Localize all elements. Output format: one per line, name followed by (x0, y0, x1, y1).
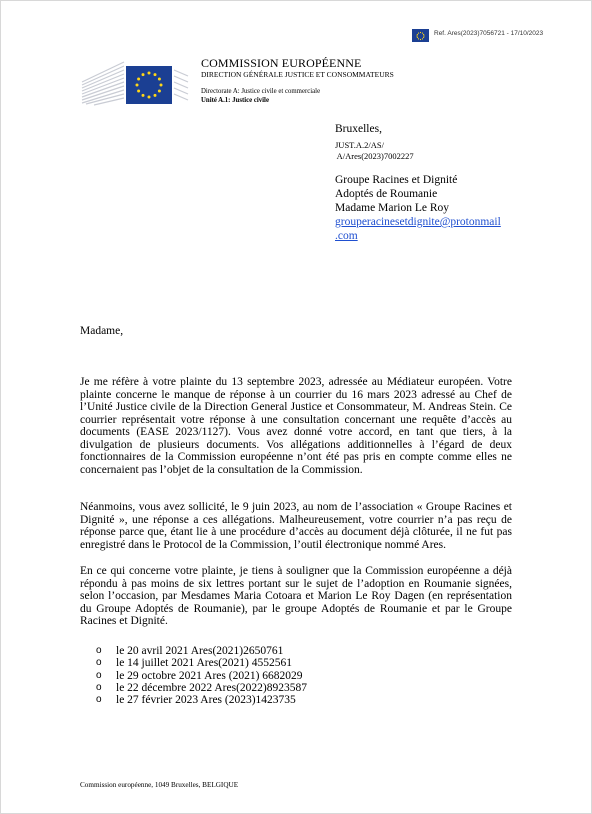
list-item: o le 29 octobre 2021 Ares (2021) 6682029 (96, 669, 303, 682)
directorate-general: DIRECTION GÉNÉRALE JUSTICE ET CONSOMMATEURS (201, 70, 394, 79)
salutation: Madame, (80, 325, 124, 337)
letters-list (96, 645, 307, 706)
list-item: o le 20 avril 2021 Ares(2021)2650761 (96, 645, 284, 657)
unit: Unité A.1: Justice civile (201, 97, 269, 104)
sender-ref-2: A/Ares(2023)7002227 (335, 151, 414, 161)
bullet-icon: o (96, 694, 102, 706)
paragraph-2: Néanmoins, vous avez sollicité, le 9 juin 2023, au nom de l’association « Groupe Racines et Dignité », une réponse a ces allégations. Malheureusement, votre courrier n’a pas reçu de réponse parce que, étant lie à une procédure d’accès au document déjà clôturée, il ne fut pas enregistré dans le Protocol de la Commission, l’outil électronique nommé Ares. (80, 501, 512, 551)
directorate: Directorate A: Justice civile et commerciale (201, 88, 321, 95)
bullet-icon: o (96, 657, 102, 669)
footer-address: Commission européenne, 1049 Bruxelles, BELGIQUE (80, 781, 239, 789)
bullet-icon: o (96, 669, 102, 681)
list-item: o le 22 décembre 2022 Ares(2022)8923587 (96, 681, 307, 694)
bullet-icon: o (96, 645, 102, 656)
recipient-line-2: Adoptés de Roumanie (335, 188, 438, 200)
paragraph-1: Je me réfère à votre plainte du 13 septembre 2023, adressée au Médiateur européen. Votre plainte concerne le manque de réponse à un courrier du 16 mars 2023 adressé au Chef de l’Unité Justice civile de la Direction General Justice et Consommateur, M. Andreas Stein. Ce courrier représentait votre réponse à une consultation concernant une requête d’accès au documents (EASE 2023/1127). Vous avez donné votre accord, en tant que tiers, à la divulgation de plusieurs documents. Vos allégations additionnelles à l’égard de deux fonctionnaires de la Commission européenne n’ont été pas pris en compte comme elles ne concernaient pas l’objet de la consultation de la Commission. (80, 376, 512, 476)
eu-flag-icon-small (412, 29, 429, 41)
recipient-line-1: Groupe Racines et Dignité (335, 174, 458, 186)
recipient-email-link-cont[interactable]: .com (335, 230, 358, 242)
recipient-line-3: Madame Marion Le Roy (335, 202, 450, 214)
recipient-email-link[interactable]: grouperacinesetdignite@protonmail (335, 216, 501, 228)
bullet-icon: o (96, 681, 102, 693)
list-item: o le 27 février 2023 Ares (2023)1423735 (96, 694, 296, 707)
place-line: Bruxelles, (335, 123, 382, 135)
list-item: o le 14 juillet 2021 Ares(2021) 4552561 (96, 657, 292, 670)
sender-ref-1: JUST.A.2/AS/ (335, 140, 384, 150)
reference-stamp: Ref. Ares(2023)7056721 - 17/10/2023 (434, 30, 544, 37)
paragraph-3: En ce qui concerne votre plainte, je tiens à souligner que la Commission européenne a déjà répondu à pas moins de six lettres portant sur le sujet de l’adoption en Roumanie signées, selon l’occasion, par Mesdames Maria Cotoara et Marion Le Roy Dagen (en représentation du Groupe Adoptés de Roumanie), par le groupe Adoptés de Roumanie et par le Groupe Racines et Dignité. (80, 565, 512, 627)
institution-name: COMMISSION EUROPÉENNE (201, 56, 362, 70)
european-commission-logo (80, 52, 190, 106)
